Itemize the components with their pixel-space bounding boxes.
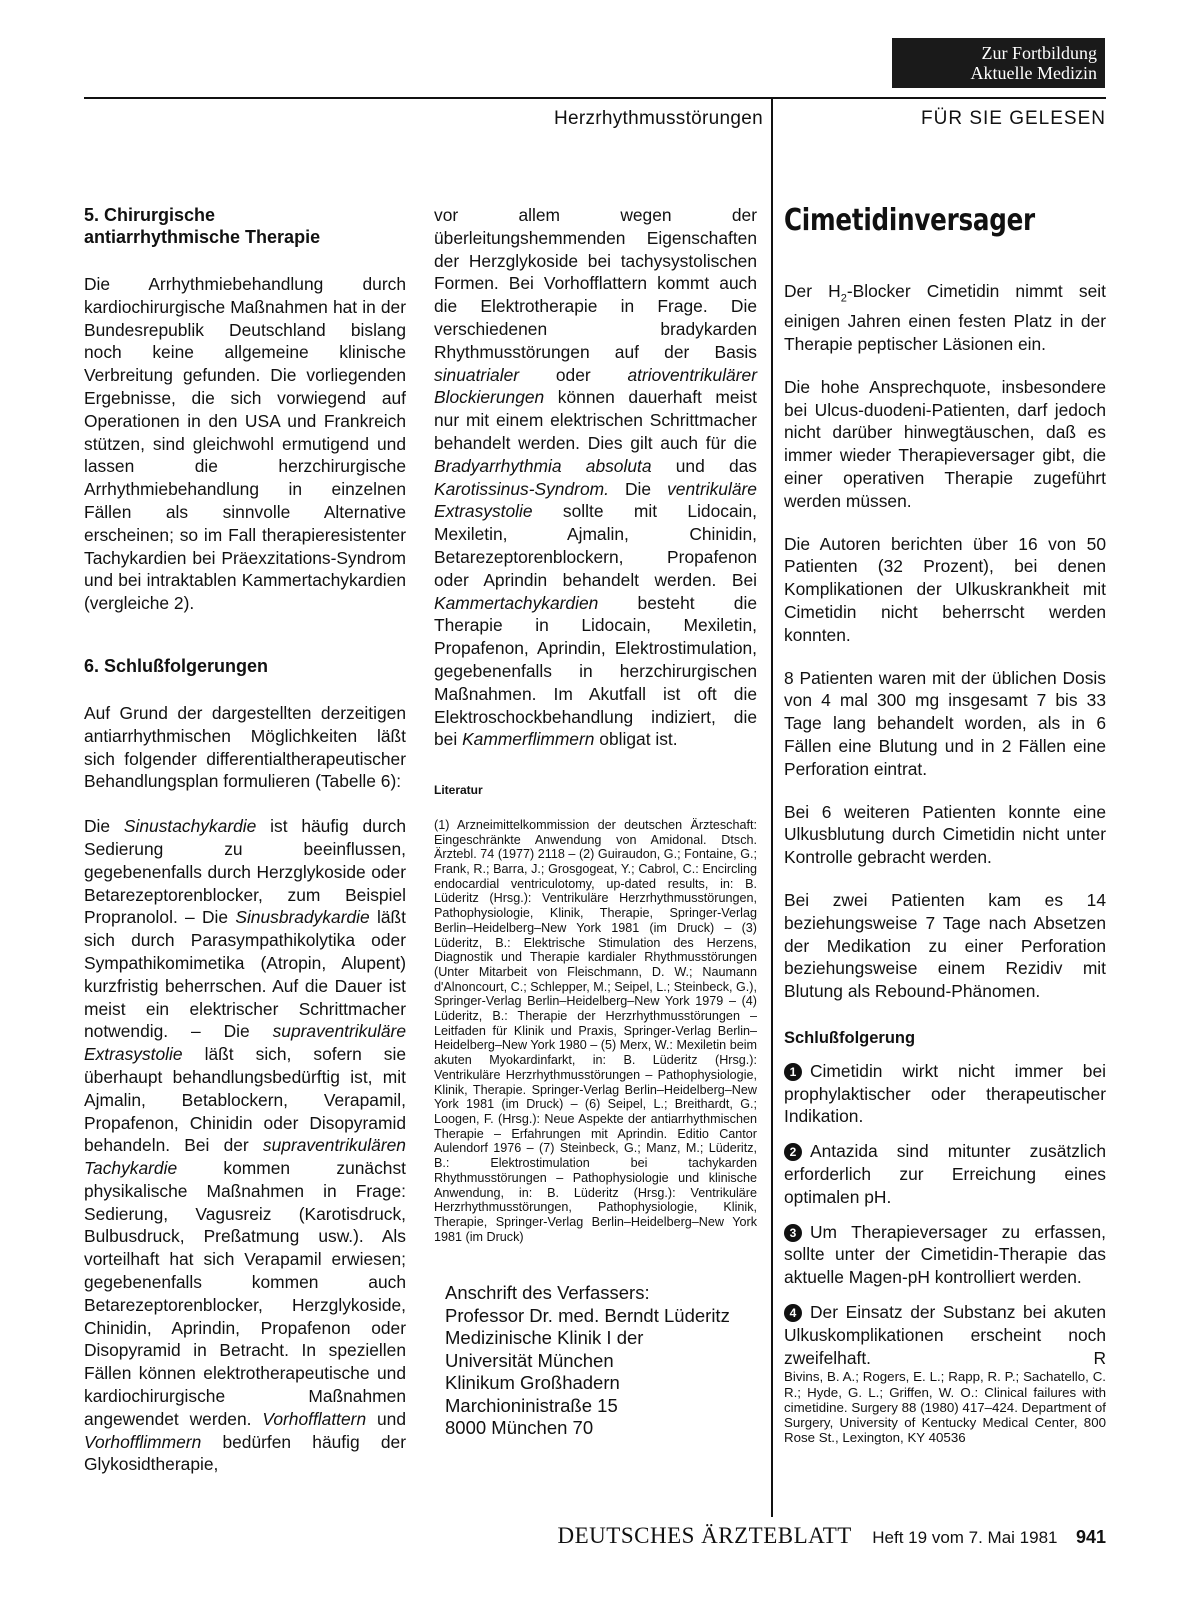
section-label-box bbox=[892, 38, 1105, 88]
running-head-right: FÜR SIE GELESEN bbox=[921, 108, 1106, 129]
therapy-paragraph-continued: vor allem wegen der überleitungshemmenden Eigenschaften der Herzglykoside bei tachysystolischen Formen. Bei Vorhofflattern kommt auch die Elektrotherapie in Frage. Die verschiedenen bradykarden Rhythmusstörungen auf der Basis sinuatrialer oder atrioventrikulärer Blockierungen können dauerhaft meist nur mit einem elektrischen Schrittmacher behandelt werden. Dies gilt auch für die Bradyarrhythmia absoluta und das Karotissinus-Syndrom. Die ventrikuläre Extrasystolie sollte mit Lidocain, Mexiletin, Ajmalin, Chinidin, Betarezeptorenblockern, Propafenon oder Aprindin behandelt werden. Bei Kammertachykardien besteht die Therapie in Lidocain, Mexiletin, Propafenon, Aprindin, Elektrostimulation, gegebenenfalls in herzchirurgischen Maßnahmen. Im Akutfall ist oft die Elektroschockbehandlung indiziert, die bei Kammerflimmern obligat ist. bbox=[434, 205, 757, 750]
conclusion-item: 3 Um Therapieversager zu erfassen, sollte unter der Cimetidin-Therapie das aktuelle Magen-pH kontrolliert werden. bbox=[784, 1221, 1106, 1288]
article-paragraph-1: Der $H_2$-Blocker Cimetidin nimmt seit einigen Jahren einen festen Platz in der Therapie peptischer Läsionen ein. bbox=[784, 281, 1106, 355]
address-line: Anschrift des Verfassers: bbox=[445, 1282, 650, 1304]
article-paragraph-3: Die Autoren berichten über 16 von 50 Patienten (32 Prozent), bei denen Komplikationen der Ulkuskrankheit mit Cimetidin nicht beherrscht werden konnten. bbox=[784, 533, 1106, 645]
address-line: Universität München bbox=[445, 1349, 614, 1371]
article-paragraph-2: Die hohe Ansprechquote, insbesondere bei Ulcus-duodeni-Patienten, darf jedoch nicht darüber hinwegtäuschen, daß es immer wieder Therapieversager gibt, die einer operativen Therapie zugeführt werden müssen. bbox=[784, 376, 1106, 511]
article-paragraph-6: Bei zwei Patienten kam es 14 beziehungsweise 7 Tage nach Absetzen der Medikation zu einer Perforation beziehungsweise einem Rezidiv mit Blutung als Rebound-Phänomen. bbox=[784, 890, 1106, 1002]
conclusion-item: 1 Cimetidin wirkt nicht immer bei prophylaktischer oder therapeutischer Indikation. bbox=[784, 1060, 1106, 1127]
conclusion-heading: Schlußfolgerung bbox=[784, 1028, 916, 1047]
address-line: Medizinische Klinik I der bbox=[445, 1327, 644, 1349]
article-paragraph-5: Bei 6 weiteren Patienten konnte eine Ulkusblutung durch Cimetidin nicht unter Kontrolle gebracht werden. bbox=[784, 801, 1106, 868]
page-footer bbox=[558, 1523, 1106, 1549]
address-line: Marchioninistraße 15 bbox=[445, 1394, 618, 1416]
column-2 bbox=[434, 204, 757, 1440]
section-5-heading bbox=[84, 204, 406, 248]
section-6-paragraph-2: Die Sinustachykardie ist häufig durch Sedierung zu beeinflussen, gegebenenfalls durch Herzglykoside oder Betarezeptorenblocker, zum Beispiel Propranolol. – Die Sinusbradykardie läßt sich durch Parasympathikolytika oder Sympathikomimetika (Atropin, Alupent) kurzfristig beherrschen. Auf die Dauer ist meist ein elektrischer Schrittmacher notwendig. – Die supraventrikuläre Extrasystolie läßt sich, sofern sie überhaupt behandlungsbedürftig ist, mit Ajmalin, Betablockern, Verapamil, Propafenon, Chinidin oder Disopyramid behandeln. Bei der supraventrikulären Tachykardie kommen zunächst physikalische Maßnahmen in Frage: Sedierung, Vagusreiz (Karotisdruck, Bulbusdruck, Preßatmung usw.). Als vorteilhaft hat sich Verapamil erwiesen; gegebenenfalls kommen auch Betarezeptorenblocker, Herzglykoside, Chinidin, Aprindin, Propafenon oder Disopyramid in Betracht. In speziellen Fällen können elektrotherapeutische und kardiochirurgische Maßnahmen angewendet werden. Vorhofflattern und Vorhofflimmern bedürfen häufig der Glykosidtherapie, bbox=[84, 816, 406, 1475]
journal-name: DEUTSCHES ÄRZTEBLATT bbox=[557, 1523, 852, 1548]
author-address bbox=[434, 1282, 757, 1440]
bullet-number-icon: 4 bbox=[784, 1304, 802, 1322]
running-head-left: Herzrhythmusstörungen bbox=[553, 108, 763, 129]
article-paragraph-4: 8 Patienten waren mit der üblichen Dosis von 4 mal 300 mg insgesamt 7 bis 33 Tage lang behandelt worden, als in 6 Fällen eine Blutung und in 2 Fällen eine Perforation eintrat. bbox=[784, 667, 1106, 779]
section-5-paragraph: Die Arrhythmiebehandlung durch kardiochirurgische Maßnahmen hat in der Bundesrepublik Deutschland bislang noch keine allgemeine klinische Verbreitung gefunden. Die vorliegenden Ergebnisse, die sich vorwiegend auf Operationen in den USA und Frankreich stützen, sind gleichwohl ermutigend und lassen die herzchirurgische Arrhythmiebehandlung in einzelnen Fällen als sinnvolle Alternative erscheinen; so im Fall therapieresistenter Tachykardien bei Präexzitations-Syndrom und bei intraktablen Kammertachykardien (vergleiche 2). bbox=[84, 274, 406, 614]
section-label-line2: Aktuelle Medizin bbox=[970, 63, 1097, 83]
conclusion-item: 2 Antazida sind mitunter zusätzlich erforderlich zur Erreichung eines optimalen pH. bbox=[784, 1141, 1106, 1207]
bullet-number-icon: 2 bbox=[784, 1143, 802, 1161]
bullet-number-icon: 1 bbox=[784, 1063, 802, 1081]
conclusion-item: 4 Der Einsatz der Substanz bei akuten Ulkuskomplikationen erscheint noch zweifelhaft. R bbox=[784, 1301, 1106, 1368]
issue-info: Heft 19 vom 7. Mai 1981 bbox=[872, 1528, 1058, 1547]
author-signoff: R bbox=[1093, 1347, 1106, 1368]
section-6-heading: 6. Schlußfolgerungen bbox=[84, 655, 269, 676]
bullet-number-icon: 3 bbox=[784, 1224, 802, 1242]
address-line: Professor Dr. med. Berndt Lüderitz bbox=[445, 1304, 730, 1326]
section-label-line1: Zur Fortbildung bbox=[981, 43, 1097, 63]
address-line: 8000 München 70 bbox=[445, 1417, 594, 1439]
article-title: Cimetidinversager bbox=[784, 203, 1035, 238]
page-number: 941 bbox=[1075, 1527, 1106, 1547]
reference-list: (1) Arzneimittelkommission der deutschen Ärzteschaft: Eingeschränkte Anwendung von Amidonal. Dtsch. Ärztebl. 74 (1977) 2118 – (2) Guiraudon, G.; Fontaine, G.; Frank, R.; Barra, J.; Grosgogeat, Y.; Cabrol, C.: Encircling endocardial ventriculotomy, up-dated results, in: B. Lüderitz (Hrsg.): Ventrikuläre Herzrhythmusstörungen, Pathophysiologie, Klinik, Therapie, Springer-Verlag Berlin–Heidelberg–New York 1981 (im Druck) – (3) Lüderitz, B.: Elektrische Stimulation des Herzens, Diagnostik und Therapie kardialer Rhythmusstörungen (Unter Mitarbeit von Fleischmann, D. W.; Naumann d'Alnoncourt, C.; Schlepper, M.; Seipel, L.; Steinbeck, G.), Springer-Verlag Berlin–Heidelberg–New York 1979 – (4) Lüderitz, B.: Therapie der Herzrhythmusstörungen – Leitfaden für Klinik und Praxis, Springer-Verlag Berlin–Heidelberg–New York 1980 – (5) Merx, W.: Mexiletin beim akuten Myokardinfarkt, in: B. Lüderitz (Hrsg.): Ventrikuläre Herzrhythmusstörungen – Pathophysiologie, Klinik, Therapie. Springer-Verlag Berlin–Heidelberg–New York 1981 (im Druck) – (6) Seipel, L.; Breithardt, G.; Loogen, F. (Hrsg.): Neue Aspekte der antiarrhythmischen Therapie – Erfahrungen mit Aprindin. Editio Cantor Aulendorf 1976 – (7) Steinbeck, G.; Manz, M.; Lüderitz, B.: Elektrostimulation bei tachykarden Rhythmusstörungen – Pathophysiologie und klinische Anwendung, in: B. Lüderitz (Hrsg.): Ventrikuläre Herzrhythmusstörungen, Pathophysiologie, Klinik, Therapie, Springer-Verlag Berlin–Heidelberg–New York 1981 (im Druck) bbox=[434, 817, 758, 1244]
conclusion-list bbox=[784, 1060, 1106, 1370]
section-6-paragraph-1: Auf Grund der dargestellten derzeitigen antiarrhythmischen Möglichkeiten läßt sich folgender differentialtherapeutischer Behandlungsplan formulieren (Tabelle 6): bbox=[84, 702, 406, 792]
column-divider bbox=[771, 97, 773, 1517]
source-citation: Bivins, B. A.; Rogers, E. L.; Rapp, R. P.; Sachatello, C. R.; Hyde, G. L.; Griffen, W. O.: Clinical failures with cimetidine. Surgery 88 (1980) 417–424. Department of Surgery, University of Kentucky Medical Center, 800 Rose St., Lexington, KY 40536 bbox=[784, 1369, 1106, 1446]
address-line: Klinikum Großhadern bbox=[445, 1372, 620, 1394]
column-3 bbox=[784, 204, 1106, 1445]
header-rule bbox=[84, 97, 1106, 99]
section-5-heading-line1: 5. Chirurgische bbox=[84, 205, 216, 225]
column-1 bbox=[84, 204, 406, 1476]
section-5-heading-line2: antiarrhythmische Therapie bbox=[84, 227, 321, 247]
literature-heading: Literatur bbox=[434, 783, 483, 798]
